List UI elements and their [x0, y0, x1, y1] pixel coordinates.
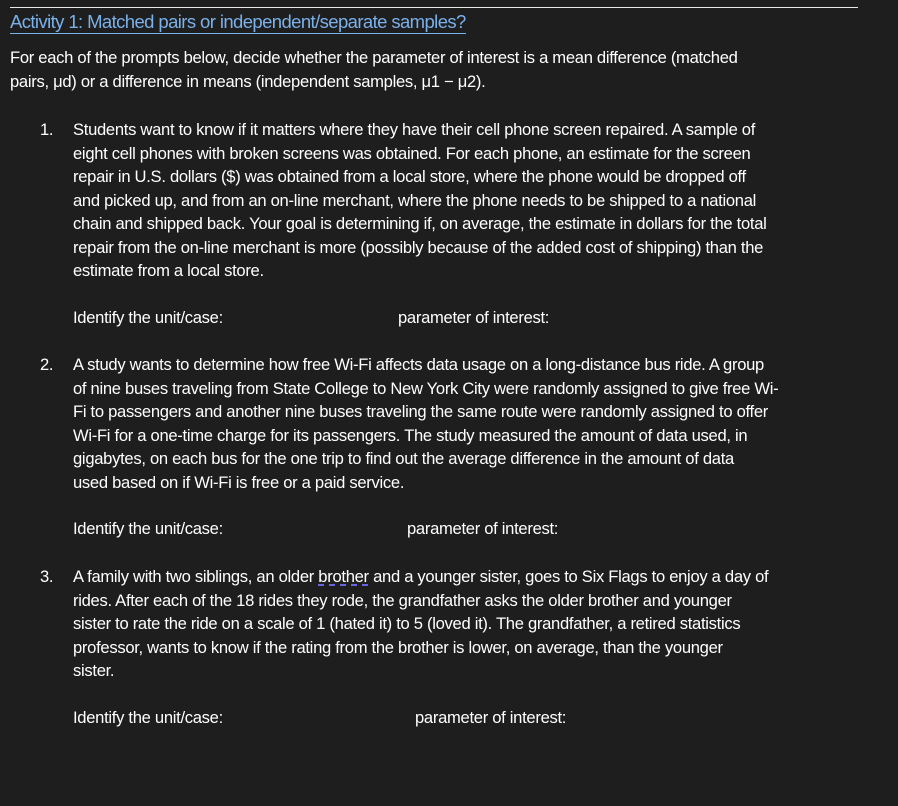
item-line: gigabytes, on each bus for the one trip to find out the average difference in the amount of data: [73, 449, 734, 468]
item-text: [73, 118, 858, 283]
intro-paragraph: [10, 46, 850, 93]
item-line: and picked up, and from an on-line merchant, where the phone needs to be shipped to a national: [73, 190, 757, 210]
parameter-label: parameter of interest:: [407, 519, 559, 538]
item-line: rides. After each of the 18 rides they rode, the grandfather asks the older brother and younger: [73, 590, 732, 610]
item-line: sister.: [73, 661, 115, 680]
item-number: 3.: [40, 567, 54, 586]
parameter-label: parameter of interest:: [415, 708, 567, 727]
item-line: estimate from a local store.: [73, 261, 264, 280]
item-line: eight cell phones with broken screens was obtained. For each phone, an estimate for the screen: [73, 143, 751, 163]
unit-case-label: Identify the unit/case:: [73, 708, 223, 727]
item-line-segment: A family with two siblings, an older: [73, 567, 319, 586]
unit-case-label: Identify the unit/case:: [73, 519, 223, 538]
item-line-segment: and a younger sister, goes to Six Flags to enjoy a day of: [368, 567, 769, 586]
item-line: A study wants to determine how free Wi-Fi affects data usage on a long-distance bus ride. A group: [73, 355, 764, 374]
unit-case-label: Identify the unit/case:: [73, 308, 223, 327]
item-line: used based on if Wi-Fi is free or a paid service.: [73, 472, 405, 492]
item-line: of nine buses traveling from State College to New York City were randomly assigned to give free Wi-: [73, 378, 779, 398]
parameter-label: parameter of interest:: [398, 308, 550, 327]
item-number: 2.: [40, 355, 54, 374]
top-rule: [10, 7, 858, 8]
item-line: [73, 565, 858, 589]
item-line: Wi-Fi for a one-time charge for its passengers. The study measured the amount of data used, in: [73, 425, 748, 445]
item-text: [73, 353, 858, 494]
item-line: repair from the on-line merchant is more (possibly because of the added cost of shipping) than the: [73, 237, 764, 257]
item-line: Students want to know if it matters where they have their cell phone screen repaired. A sample of: [73, 120, 756, 139]
item-line: Fi to passengers and another nine buses traveling the same route were randomly assigned to offer: [73, 402, 768, 421]
item-line: professor, wants to know if the rating from the brother is lower, on average, than the younger: [73, 637, 723, 657]
activity-title: Activity 1: Matched pairs or independent/separate samples?: [10, 11, 466, 32]
item-number: 1.: [40, 120, 54, 139]
spellcheck-flagged-word[interactable]: brother: [318, 567, 369, 586]
item-line: chain and shipped back. Your goal is determining if, on average, the estimate in dollars for the total: [73, 214, 767, 233]
intro-line: For each of the prompts below, decide whether the parameter of interest is a mean difference (matched: [10, 48, 738, 67]
item-line: sister to rate the ride on a scale of 1 (hated it) to 5 (loved it). The grandfather, a retired statistics: [73, 614, 741, 633]
item-text: [73, 565, 858, 683]
intro-line: pairs, μd) or a difference in means (independent samples, μ1 − μ2).: [10, 71, 486, 91]
item-line: repair in U.S. dollars ($) was obtained from a local store, where the phone would be dropped off: [73, 167, 746, 186]
